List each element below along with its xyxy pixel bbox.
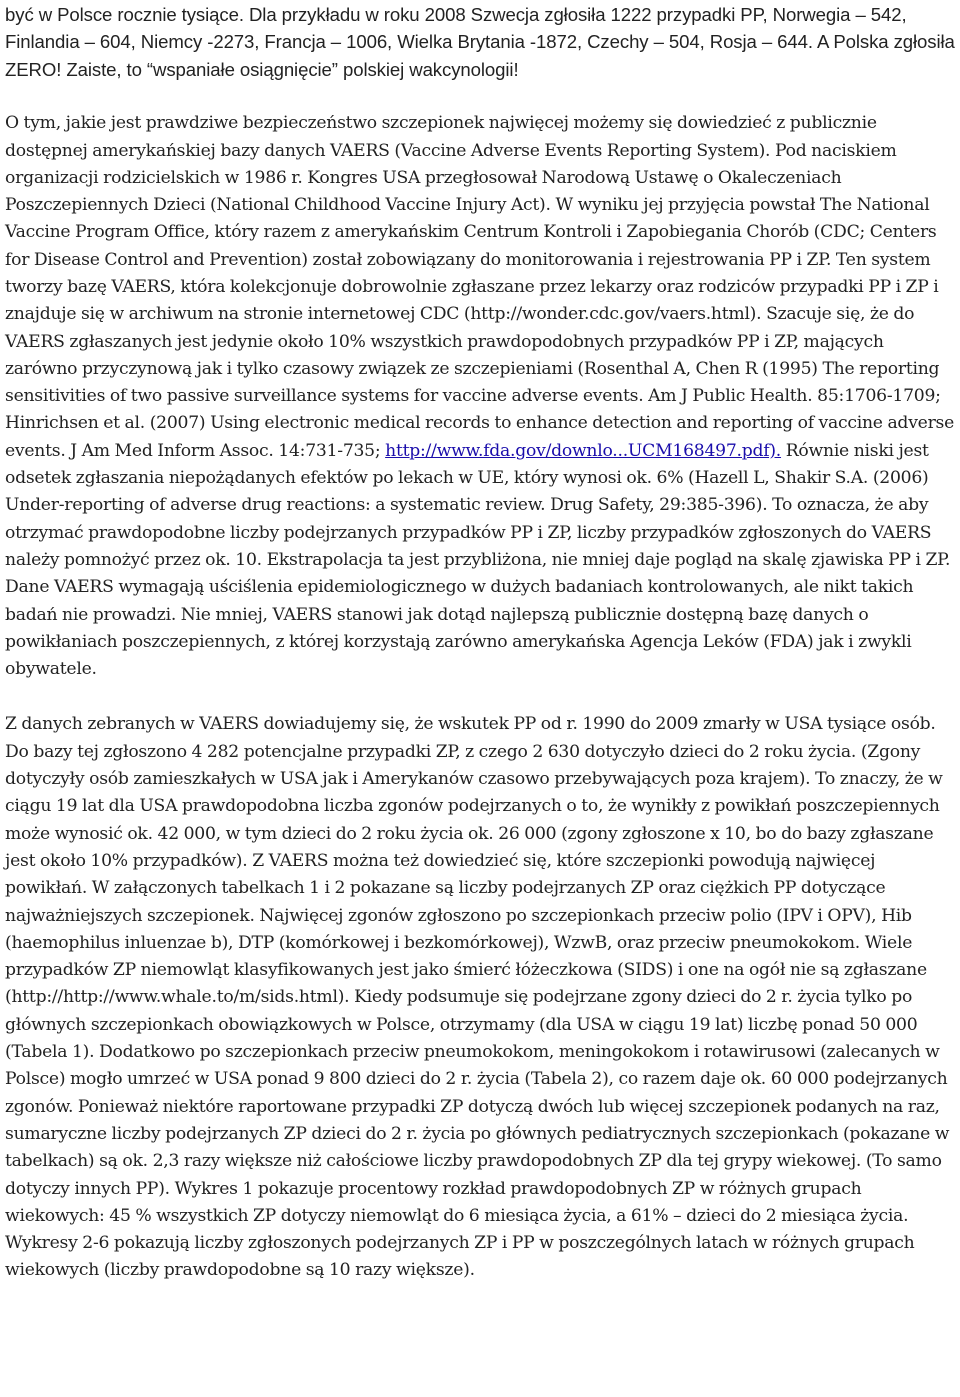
paragraph-vaers-deaths: Z danych zebranych w VAERS dowiadujemy się, że wskutek PP od r. 1990 do 2009 zmarły w USA tysiące osób. Do bazy tej zgłoszono 4 282 potencjalne przypadki ZP, z czego 2 630 dotyczyło dzieci do 2 roku życia. (Zgony dotyczyły osób zamieszkałych w USA jak i Amerykanów czasowo przebywających poza krajem). To znaczy, że w ciągu 19 lat dla USA prawdopodobna liczba zgonów podejrzanych o to, że wynikły z powikłań poszczepiennych może wynosić ok. 42 000, w tym dzieci do 2 roku życia ok. 26 000 (zgony zgłoszone x 10, bo do bazy zgłaszane jest około 10% przypadków). Z VAERS można też dowiedzieć się, które szczepionki powodują najwięcej powikłań. W załączonych tabelkach 1 i 2 pokazane są liczby podejrzanych ZP oraz ciężkich PP dotyczące najważniejszych szczepionek. Najwięcej zgonów zgłoszono po szczepionkach przeciw polio (IPV i OPV), Hib (haemophilus inluenzae b), DTP (komórkowej i bezkomórkowej), WzwB, oraz przeciw pneumokokom. Wiele przypadków ZP niemowląt klasyfikowanych jest jako śmierć łóżeczkowa (SIDS) i one na ogół nie są zgłaszane (http://http://www.whale.to/m/sids.html). Kiedy podsumuje się podejrzane zgony dzieci do 2 r. życia tylko po głównych szczepionkach obowiązkowych w Polsce, otrzymamy (dla USA w ciągu 19 lat) liczbę ponad 50 000 (Tabela 1). Dodatkowo po szczepionkach przeciw pneumokokom, meningokokom i rotawirusowi (zalecanych w Polsce) mogło umrzeć w USA ponad 9 800 dzieci do 2 r. życia (Tabela 2), co razem daje ok. 60 000 podejrzanych zgonów. Ponieważ niektóre raportowane przypadki ZP dotyczą dwóch lub więcej szczepionek podanych na raz, sumaryczne liczby podejrzanych ZP dzieci do 2 r. życia po głównych pediatrycznych szczepionkach (pokazane w tabelkach) są ok. 2,3 razy większe niż całościowe liczby prawdopodobnych ZP dla tej grypy wiekowej. (To samo dotyczy innych PP). Wykres 1 pokazuje procentowy rozkład prawdopodobnych ZP w różnych grupach wiekowych: 45 % wszystkich ZP dotyczy niemowląt do 6 miesiąca życia, a 61% – dzieci do 2 miesiąca życia. Wykresy 2-6 pokazują liczby zgłoszonych podejrzanych ZP i PP w poszczególnych latach w różnych grupach wiekowych (liczby prawdopodobne są 10 razy większe). xyxy=(5,714,950,1281)
paragraph-vaers-text-before-link: O tym, jakie jest prawdziwe bezpieczeństwo szczepionek najwięcej możemy się dowiedzieć z publicznie dostępnej amerykańskiej bazy danych VAERS (Vaccine Adverse Events Reporting System). Pod naciskiem organizacji rodzicielskich w 1986 r. Kongres USA przegłosował Narodową Ustawę o Okaleczeniach Poszczepiennych Dzieci (National Childhood Vaccine Injury Act). W wyniku jej przyjęcia powstał The National Vaccine Program Office, który razem z amerykańskim Centrum Kontroli i Zapobiegania Chorób (CDC; Centers for Disease Control and Prevention) został zobowiązany do monitorowania i rejestrowania PP i ZP. Ten system tworzy bazę VAERS, która kolekcjonuje dobrowolnie zgłaszane przez lekarzy oraz rodziców przypadki PP i ZP i znajduje się w archiwum na stronie internetowej CDC (http://wonder.cdc.gov/vaers.html). Szacuje się, że do VAERS zgłaszanych jest jedynie około 10% wszystkich prawdopodobnych przypadków PP i ZP, mających zarówno przyczynową jak i tylko czasowy związek ze szczepieniami (Rosenthal A, Chen R (1995) The reporting sensitivities of two passive surveillance systems for vaccine adverse events. Am J Public Health. 85:1706-1709; Hinrichsen et al. (2007) Using electronic medical records to enhance detection and reporting of vaccine adverse events. J Am Med Inform Assoc. 14:731-735; xyxy=(5,113,955,461)
document-page xyxy=(5,0,957,1285)
intro-paragraph: być w Polsce rocznie tysiące. Dla przykładu w roku 2008 Szwecja zgłosiła 1222 przypadki PP, Norwegia – 542, Finlandia – 604, Niemcy -2273, Francja – 1006, Wielka Brytania -1872, Czechy – 504, Rosja – 644. A Polska zgłosiła ZERO! Zaiste, to “wspaniałe osiągnięcie” polskiej wakcynologii! xyxy=(5,4,955,80)
paragraph-vaers-text-after-link: Równie niski jest odsetek zgłaszania niepożądanych efektów po lekach w UE, który wynosi ok. 6% (Hazell L, Shakir S.A. (2006) Under-reporting of adverse drug reactions: a systematic review. Drug Safety, 29:385-396). To oznacza, że aby otrzymać prawdopodobne liczby podejrzanych przypadków PP i ZP, liczby przypadków zgłoszonych do VAERS należy pomnożyć przez ok. 10. Ekstrapolacja ta jest przybliżona, nie mniej daje pogląd na skalę zjawiska PP i ZP. Dane VAERS wymagają uściślenia epidemiologicznego w dużych badaniach kontrolowanych, ale nikt takich badań nie prowadzi. Nie mniej, VAERS stanowi jak dotąd najlepszą publicznie dostępną bazę danych o powikłaniach poszczepiennych, z której korzystają zarówno amerykańska Agencja Leków (FDA) jak i zwykli obywatele. xyxy=(5,440,951,680)
paragraph-vaers-database xyxy=(5,110,957,683)
fda-reference-link[interactable]: http://www.fda.gov/downlo...UCM168497.pdf). xyxy=(385,440,782,461)
